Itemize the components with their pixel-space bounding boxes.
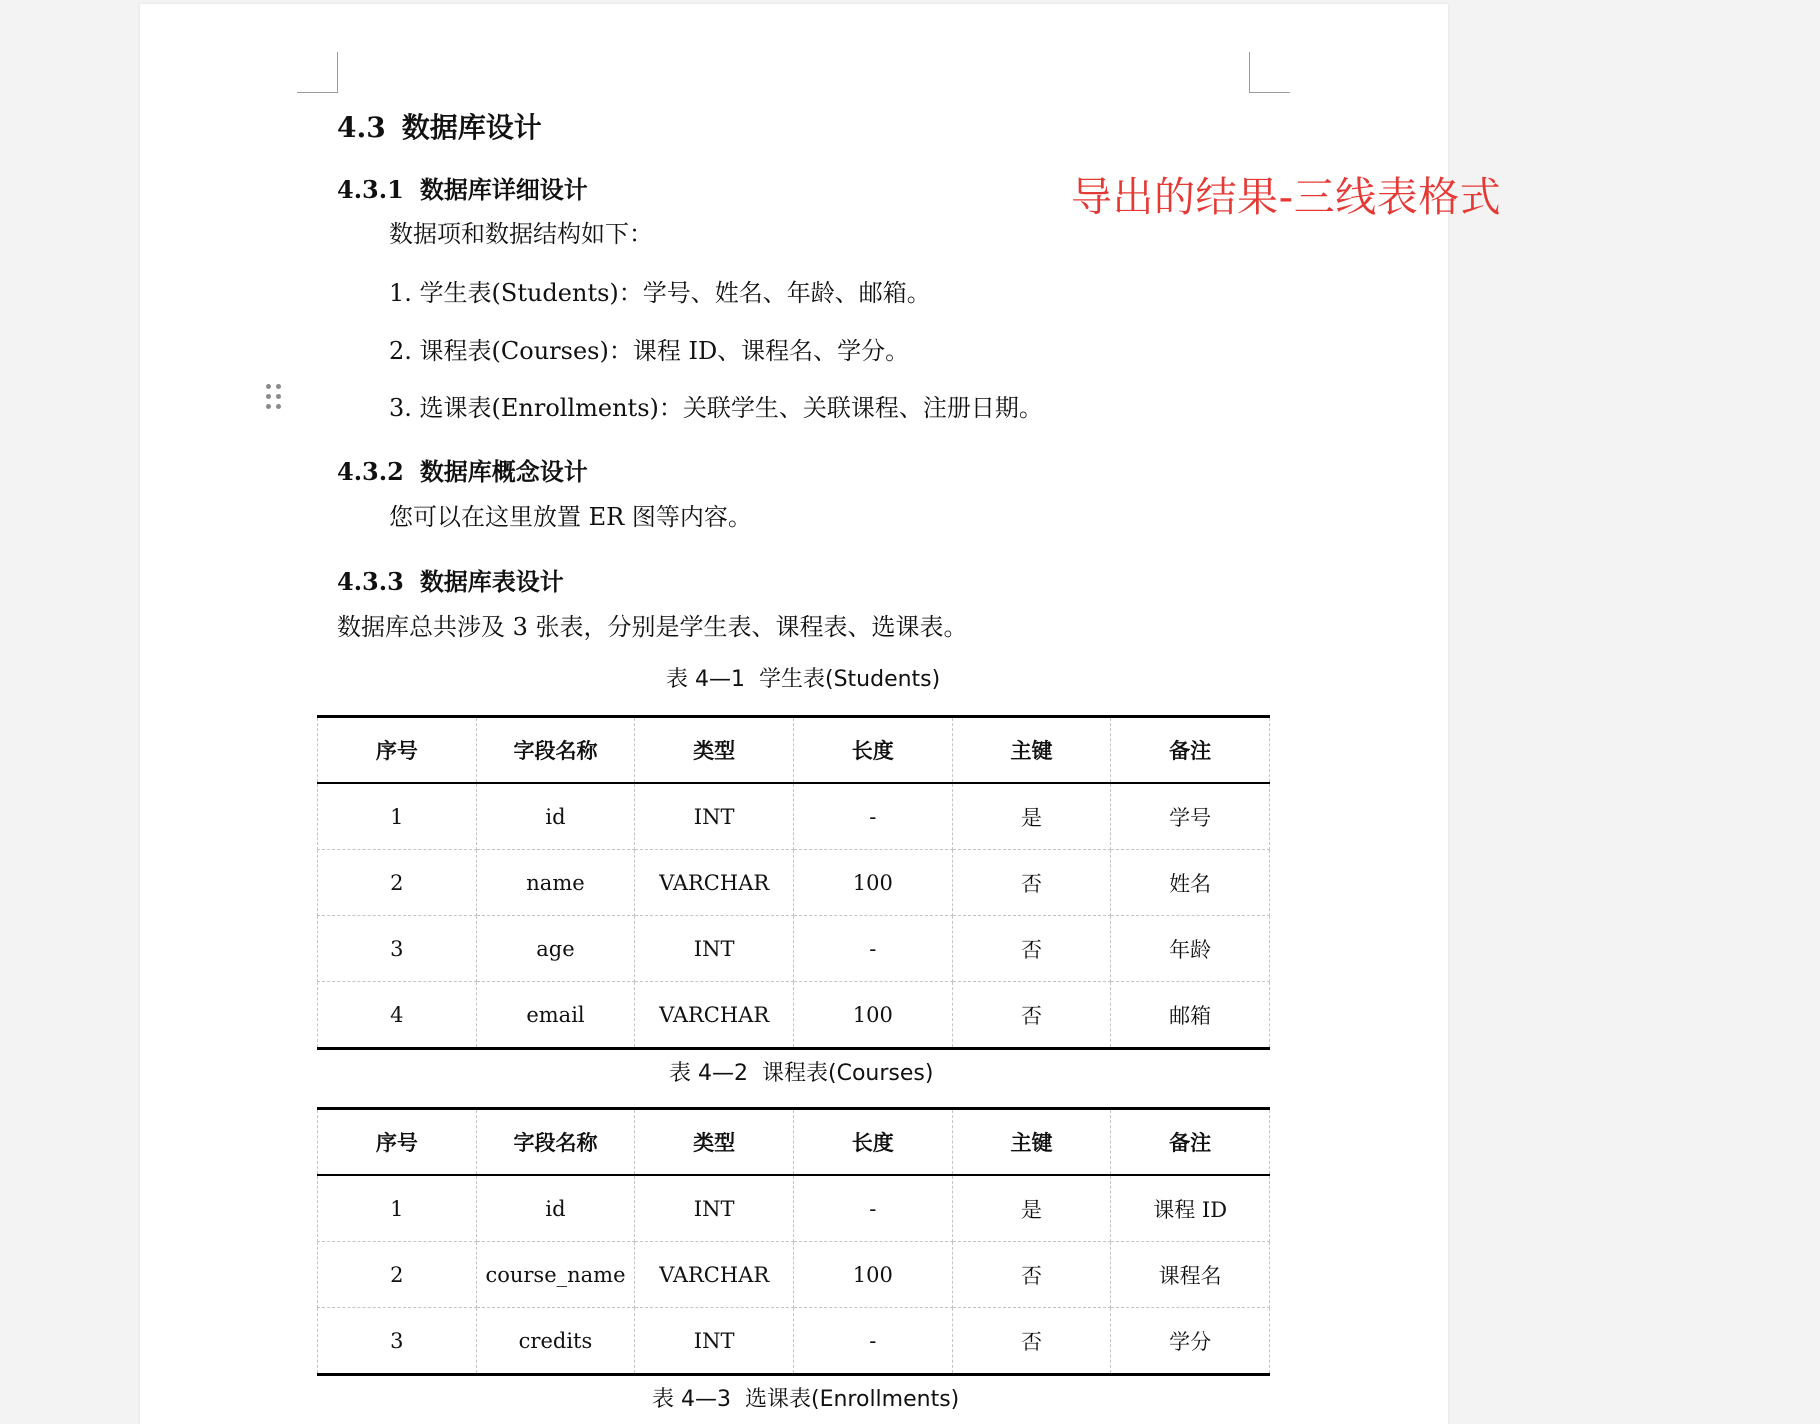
- subsection-heading-table[interactable]: [337, 562, 564, 597]
- caption-number: 表 4—1: [666, 667, 745, 692]
- table-cell[interactable]: 100: [793, 850, 952, 916]
- table-cell[interactable]: 4: [318, 982, 477, 1049]
- table-caption[interactable]: [666, 662, 940, 693]
- table-cell[interactable]: 1: [318, 783, 477, 850]
- table-cell[interactable]: 是: [952, 1175, 1111, 1242]
- column-header[interactable]: 主键: [952, 1109, 1111, 1176]
- column-header[interactable]: 主键: [952, 717, 1111, 784]
- table-cell[interactable]: VARCHAR: [635, 850, 794, 916]
- caption-title: 学生表(Students): [759, 667, 941, 692]
- page-corner-mark-top-left: [297, 52, 338, 93]
- subsection-title: 数据库概念设计: [419, 457, 588, 486]
- students-table[interactable]: [317, 715, 1270, 1050]
- table-cell[interactable]: id: [476, 1175, 635, 1242]
- table-cell[interactable]: 否: [952, 1308, 1111, 1375]
- list-item[interactable]: 3. 选课表(Enrollments)：关联学生、关联课程、注册日期。: [389, 394, 1043, 422]
- caption-number: 表 4—2: [669, 1061, 748, 1086]
- subsection-number: 4.3.2: [337, 457, 404, 486]
- list-item[interactable]: 1. 学生表(Students)：学号、姓名、年龄、邮箱。: [389, 279, 931, 307]
- column-header[interactable]: 序号: [318, 1109, 477, 1176]
- paragraph-table-summary[interactable]: 数据库总共涉及 3 张表，分别是学生表、课程表、选课表。: [337, 613, 968, 641]
- column-header[interactable]: 长度: [793, 717, 952, 784]
- table-cell[interactable]: 否: [952, 850, 1111, 916]
- subsection-number: 4.3.3: [337, 567, 404, 596]
- table-cell[interactable]: email: [476, 982, 635, 1049]
- list-item[interactable]: 2. 课程表(Courses)：课程 ID、课程名、学分。: [389, 337, 910, 365]
- table-cell[interactable]: VARCHAR: [635, 982, 794, 1049]
- section-heading[interactable]: [337, 106, 542, 146]
- table-cell[interactable]: 是: [952, 783, 1111, 850]
- column-header[interactable]: 备注: [1111, 717, 1270, 784]
- column-header[interactable]: 类型: [635, 717, 794, 784]
- courses-table[interactable]: [317, 1107, 1270, 1376]
- column-header[interactable]: 字段名称: [476, 1109, 635, 1176]
- table-cell[interactable]: 学号: [1111, 783, 1270, 850]
- table-cell[interactable]: 年龄: [1111, 916, 1270, 982]
- table-cell[interactable]: 课程 ID: [1111, 1175, 1270, 1242]
- section-title: 数据库设计: [401, 111, 542, 144]
- paragraph-intro[interactable]: 数据项和数据结构如下：: [389, 220, 653, 248]
- table-cell[interactable]: 否: [952, 916, 1111, 982]
- table-cell[interactable]: 100: [793, 982, 952, 1049]
- table-cell[interactable]: INT: [635, 1175, 794, 1242]
- table-cell[interactable]: -: [793, 1175, 952, 1242]
- subsection-number: 4.3.1: [337, 175, 404, 204]
- column-header[interactable]: 字段名称: [476, 717, 635, 784]
- table-header-row: [318, 717, 1270, 784]
- table-cell[interactable]: 否: [952, 982, 1111, 1049]
- table-caption[interactable]: [669, 1056, 933, 1087]
- table-cell[interactable]: 2: [318, 1242, 477, 1308]
- paragraph-concept[interactable]: 您可以在这里放置 ER 图等内容。: [389, 503, 752, 531]
- subsection-heading-detail[interactable]: [337, 170, 588, 205]
- table-cell[interactable]: 学分: [1111, 1308, 1270, 1375]
- column-header[interactable]: 长度: [793, 1109, 952, 1176]
- table-cell[interactable]: -: [793, 783, 952, 850]
- table-cell[interactable]: 课程名: [1111, 1242, 1270, 1308]
- table-cell[interactable]: course_name: [476, 1242, 635, 1308]
- caption-number: 表 4—3: [652, 1387, 731, 1412]
- table-cell[interactable]: credits: [476, 1308, 635, 1375]
- caption-title: 选课表(Enrollments): [745, 1387, 960, 1412]
- table-cell[interactable]: INT: [635, 916, 794, 982]
- table-cell[interactable]: 3: [318, 1308, 477, 1375]
- subsection-title: 数据库表设计: [419, 567, 564, 596]
- table-cell[interactable]: age: [476, 916, 635, 982]
- subsection-heading-concept[interactable]: [337, 452, 588, 487]
- table-cell[interactable]: INT: [635, 1308, 794, 1375]
- table-cell[interactable]: VARCHAR: [635, 1242, 794, 1308]
- table-row: [318, 783, 1270, 850]
- section-number: 4.3: [337, 111, 386, 144]
- column-header[interactable]: 类型: [635, 1109, 794, 1176]
- table-cell[interactable]: 否: [952, 1242, 1111, 1308]
- block-drag-handle-icon[interactable]: [266, 384, 282, 414]
- table-header-row: [318, 1109, 1270, 1176]
- column-header[interactable]: 备注: [1111, 1109, 1270, 1176]
- table-row: [318, 916, 1270, 982]
- caption-title: 课程表(Courses): [762, 1061, 934, 1086]
- table-cell[interactable]: id: [476, 783, 635, 850]
- table-caption[interactable]: [652, 1382, 959, 1413]
- table-cell[interactable]: 2: [318, 850, 477, 916]
- table-row: [318, 1175, 1270, 1242]
- export-result-annotation: 导出的结果-三线表格式: [1071, 173, 1502, 221]
- column-header[interactable]: 序号: [318, 717, 477, 784]
- subsection-title: 数据库详细设计: [419, 175, 588, 204]
- table-row: [318, 850, 1270, 916]
- table-cell[interactable]: 100: [793, 1242, 952, 1308]
- table-row: [318, 1308, 1270, 1375]
- table-cell[interactable]: 邮箱: [1111, 982, 1270, 1049]
- table-row: [318, 1242, 1270, 1308]
- page-corner-mark-top-right: [1249, 52, 1290, 93]
- table-cell[interactable]: -: [793, 916, 952, 982]
- table-cell[interactable]: name: [476, 850, 635, 916]
- table-row: [318, 982, 1270, 1049]
- table-cell[interactable]: -: [793, 1308, 952, 1375]
- table-cell[interactable]: 1: [318, 1175, 477, 1242]
- table-cell[interactable]: 姓名: [1111, 850, 1270, 916]
- table-cell[interactable]: INT: [635, 783, 794, 850]
- table-cell[interactable]: 3: [318, 916, 477, 982]
